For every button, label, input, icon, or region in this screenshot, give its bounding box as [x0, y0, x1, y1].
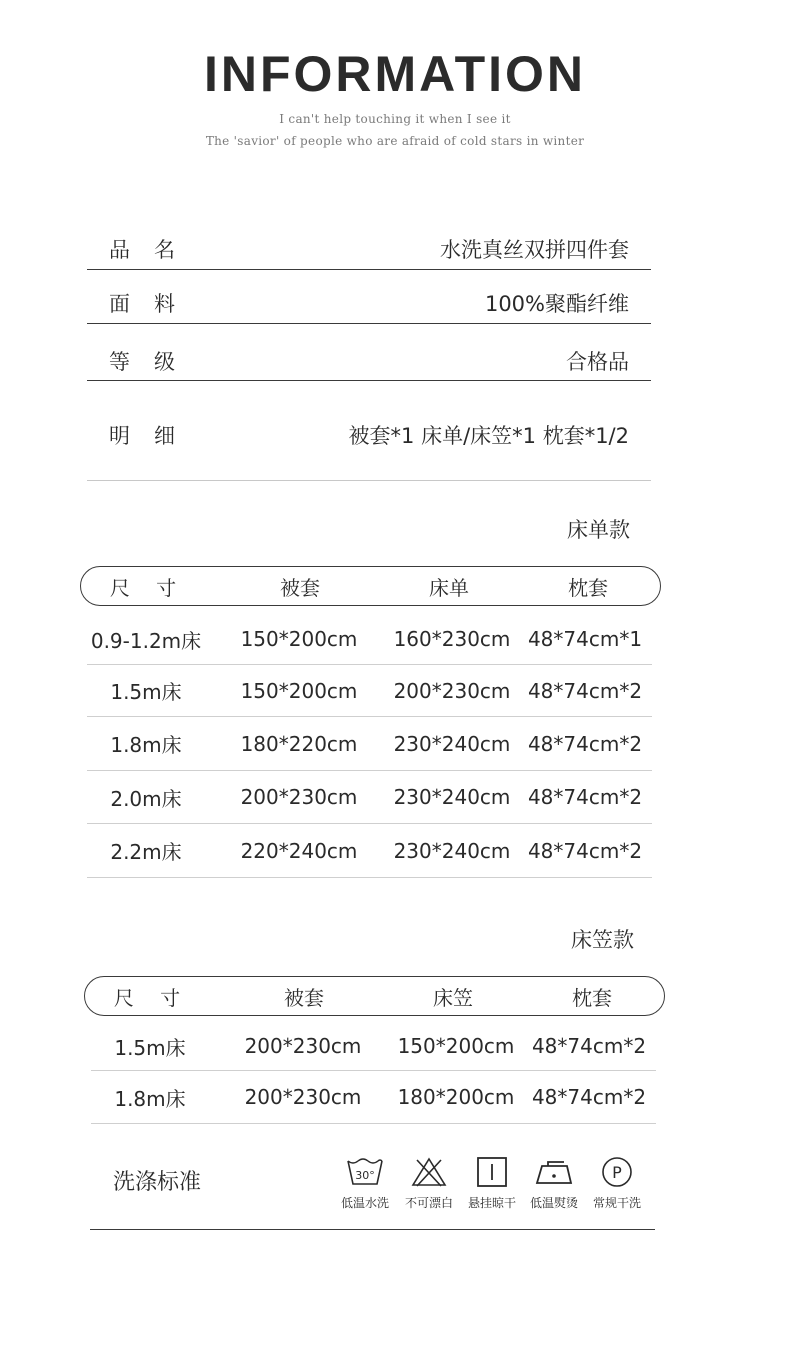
table-row	[91, 1022, 656, 1071]
table-row	[87, 614, 652, 665]
cell-size: 2.0m床	[110, 786, 182, 811]
cell-fitted-sheet: 180*200cm	[397, 1085, 515, 1109]
cell-duvet: 200*230cm	[240, 785, 358, 809]
info-row-grade	[87, 342, 651, 381]
fitted-table-header	[84, 976, 665, 1016]
info-value: 被套*1 床单/床笠*1 枕套*1/2	[348, 424, 629, 448]
table-row	[91, 1071, 656, 1124]
cell-duvet: 150*200cm	[240, 678, 358, 703]
wash-item	[399, 1156, 459, 1211]
cell-duvet: 220*240cm	[240, 838, 358, 863]
info-label: 品名	[109, 238, 199, 262]
header-duvet: 被套	[284, 985, 324, 1010]
header-size: 尺 寸	[109, 575, 187, 600]
info-value: 合格品	[566, 350, 629, 374]
table-row	[87, 665, 652, 717]
cell-sheet: 160*230cm	[393, 627, 511, 651]
info-value: 水洗真丝双拼四件套	[440, 238, 629, 262]
info-row-detail	[87, 380, 651, 481]
cell-fitted-sheet: 150*200cm	[397, 1034, 515, 1058]
cell-duvet: 200*230cm	[244, 1034, 362, 1058]
wash-30-icon	[345, 1156, 385, 1188]
cell-duvet: 150*200cm	[240, 627, 358, 651]
subtitle-line-2: The 'savior' of people who are afraid of cold stars in winter	[205, 134, 585, 148]
cell-pillow: 48*74cm*2	[527, 785, 643, 809]
subtitle-line-1: I can't help touching it when I see it	[279, 112, 511, 126]
sheet-section-title: 床单款	[567, 518, 630, 542]
wash-caption: 低温水洗	[340, 1196, 389, 1210]
header-size: 尺 寸	[113, 985, 191, 1010]
header-pillow: 枕套	[572, 985, 612, 1010]
cell-sheet: 230*240cm	[393, 731, 511, 756]
cell-sheet: 230*240cm	[393, 838, 511, 863]
wash-item	[462, 1156, 522, 1211]
wash-item	[335, 1156, 395, 1211]
wash-caption: 不可漂白	[404, 1196, 453, 1210]
table-row	[87, 771, 652, 824]
info-row-fabric	[87, 286, 651, 324]
header-pillow: 枕套	[568, 575, 608, 600]
wash-temp: 30°	[355, 1169, 375, 1182]
header-duvet: 被套	[280, 575, 320, 600]
cell-sheet: 200*230cm	[393, 678, 511, 703]
sheet-table-header	[80, 566, 661, 606]
cell-pillow: 48*74cm*2	[527, 838, 643, 863]
wash-caption: 悬挂晾干	[467, 1196, 516, 1210]
wash-caption: 低温熨烫	[529, 1196, 578, 1210]
no-bleach-icon	[409, 1156, 449, 1188]
cell-size: 1.5m床	[114, 1035, 186, 1060]
cell-duvet: 180*220cm	[240, 731, 358, 756]
table-row	[87, 717, 652, 771]
info-label: 等级	[109, 350, 199, 374]
wash-standard-label: 洗涤标准	[113, 1170, 202, 1195]
header-sheet: 床单	[429, 575, 469, 600]
cell-pillow: 48*74cm*1	[527, 627, 643, 651]
cell-size: 0.9-1.2m床	[90, 628, 202, 653]
wash-caption: 常规干洗	[592, 1196, 641, 1210]
cell-sheet: 230*240cm	[393, 785, 511, 809]
hang-dry-icon	[472, 1156, 512, 1188]
table-row	[87, 824, 652, 878]
wash-item	[587, 1156, 647, 1211]
cell-size: 2.2m床	[110, 840, 182, 864]
fitted-section-title: 床笠款	[571, 928, 634, 952]
cell-pillow: 48*74cm*2	[531, 1034, 647, 1058]
dry-clean-icon	[597, 1156, 637, 1188]
cell-duvet: 200*230cm	[244, 1085, 362, 1109]
info-label: 面料	[109, 292, 199, 316]
low-iron-icon	[534, 1156, 574, 1188]
page-title: INFORMATION	[203, 46, 587, 102]
cell-size: 1.5m床	[110, 680, 182, 704]
header-fitted-sheet: 床笠	[433, 985, 473, 1010]
bottom-divider	[90, 1229, 655, 1230]
info-row-name	[87, 232, 651, 270]
info-value: 100%聚酯纤维	[484, 292, 629, 316]
wash-item	[524, 1156, 584, 1211]
cell-pillow: 48*74cm*2	[531, 1085, 647, 1109]
info-label: 明细	[109, 424, 199, 448]
dry-clean-letter: P	[612, 1163, 622, 1182]
cell-size: 1.8m床	[114, 1086, 186, 1111]
cell-pillow: 48*74cm*2	[527, 731, 643, 756]
cell-size: 1.8m床	[110, 733, 182, 757]
cell-pillow: 48*74cm*2	[527, 678, 643, 703]
